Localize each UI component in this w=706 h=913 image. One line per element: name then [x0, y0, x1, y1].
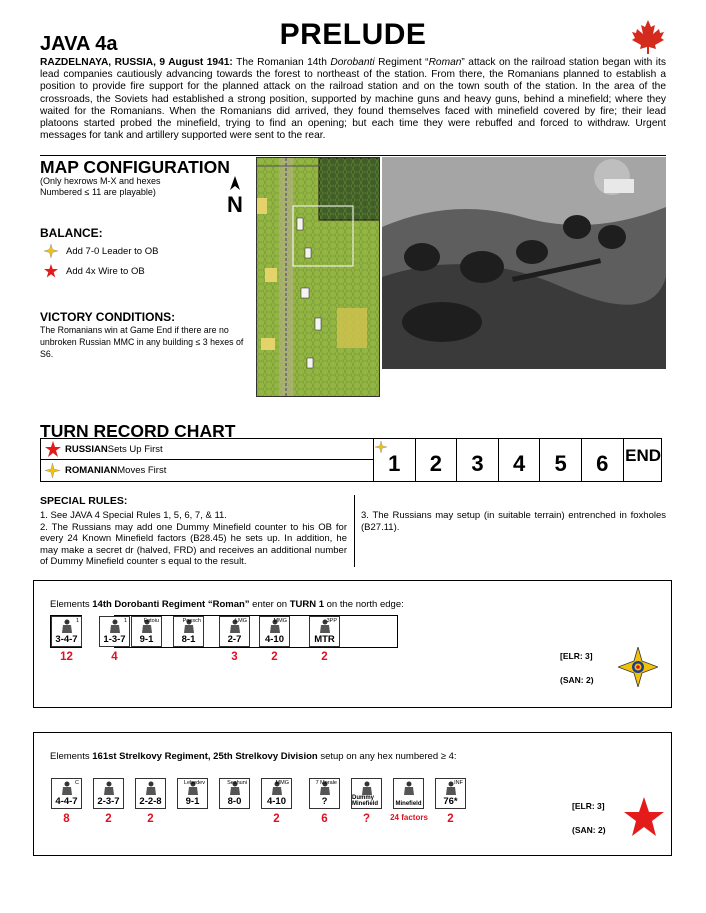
- scenario-title: PRELUDE: [279, 18, 427, 51]
- victory-text: The Romanians win at Game End if there are no unbroken Russian MMC in any building ≤ 3 hexes of S6.: [40, 325, 244, 359]
- counter-label: 2-3-7: [97, 796, 120, 807]
- balance-heading: BALANCE:: [40, 226, 103, 240]
- romanian-oob-box: [33, 580, 672, 708]
- counter-top-label: Fotoiu: [143, 618, 159, 624]
- north-arrow-icon: [230, 176, 240, 190]
- special-rule-3: 3. The Russians may setup (in suitable terrain) entrenched in foxholes (B27.11).: [361, 510, 666, 533]
- romanian-counter: [259, 616, 290, 647]
- romanian-cross-icon: [618, 647, 658, 687]
- romanian-elr: [ELR: 3]: [560, 651, 593, 661]
- balance-item-russian: Add 4x Wire to OB: [44, 264, 145, 278]
- special-rules-left: [40, 510, 347, 568]
- turn-box-end: END: [623, 439, 663, 481]
- russian-counter: [93, 778, 124, 809]
- romanian-oob-title: Elements 14th Dorobanti Regiment “Roman” enter on TURN 1 on the north edge:: [50, 599, 404, 610]
- russian-counter-quantity: 8: [63, 813, 70, 825]
- balance-item-romanian: Add 7-0 Leader to OB: [44, 244, 158, 258]
- romanian-counter: [51, 616, 82, 647]
- russian-counter: [135, 778, 166, 809]
- soldier-icon: [360, 781, 374, 797]
- counter-top-label: MMG: [275, 780, 289, 786]
- romanian-counter-quantity: 2: [271, 651, 278, 663]
- counter-label: 2-7: [227, 634, 242, 645]
- romanian-counter: [309, 616, 340, 647]
- red-star-icon: [624, 797, 664, 837]
- turn-box-4: 4: [498, 439, 540, 481]
- counter-top-label: 1: [123, 618, 127, 624]
- turn-box-1: 1: [373, 439, 415, 481]
- counter-top-label: Seshuni: [227, 780, 247, 786]
- russian-counter: [435, 778, 466, 809]
- counter-top-label: Lebedev: [183, 780, 205, 786]
- column-divider: [354, 495, 355, 567]
- russian-counter-quantity: ?: [362, 813, 371, 825]
- russian-counter: [393, 778, 424, 809]
- north-label: N: [227, 192, 243, 217]
- romanian-counter: [173, 616, 204, 647]
- counter-top-label: C: [75, 780, 79, 786]
- map-configuration-image: [256, 157, 380, 397]
- russian-counter: [219, 778, 250, 809]
- counter-top-label: MMG: [273, 618, 287, 624]
- trc-russian-row: RUSSIAN Sets Up First: [41, 439, 373, 460]
- counter-label: MTR: [314, 634, 335, 645]
- special-rule-2: 2. The Russians may add one Dummy Minefield counter to his OB for every 24 Known Minefield factors (B28.45) he sets up. In addition, he may make a secret dr (halved, FRD) and receives an additional number of Dummy Minefield counter s equal to the result.: [40, 521, 347, 567]
- russian-counter: [351, 778, 382, 809]
- russian-counter: [177, 778, 208, 809]
- counter-top-label: 1: [75, 618, 79, 624]
- turn-record-chart: [40, 438, 662, 482]
- turn-box-6: 6: [581, 439, 623, 481]
- russian-counter: [309, 778, 340, 809]
- russian-counter-quantity: 2: [147, 813, 154, 825]
- soldier-icon: [60, 781, 74, 797]
- counter-label: 9-1: [139, 634, 154, 645]
- trc-romanian-row: ROMANIAN Moves First: [41, 460, 373, 481]
- romanian-counter-quantity: 12: [60, 651, 73, 663]
- counter-label: 8-0: [227, 796, 242, 807]
- counter-label: 76*: [443, 796, 458, 807]
- romanian-cross-icon: [375, 441, 387, 453]
- soldier-icon: [402, 781, 416, 797]
- counter-label: 4-4-7: [55, 796, 78, 807]
- counter-label: ?: [321, 796, 328, 807]
- map-config-heading: MAP CONFIGURATION: [40, 157, 230, 177]
- turn-box-5: 5: [539, 439, 581, 481]
- counter-label: 8-1: [181, 634, 196, 645]
- trc-heading: TURN RECORD CHART: [40, 421, 236, 441]
- red-star-icon: [44, 264, 58, 278]
- counter-top-label: 7 Morale: [315, 780, 337, 786]
- romanian-counter-quantity: 3: [231, 651, 238, 663]
- russian-oob-title: Elements 161st Strelkovy Regiment, 25th Strelkovy Division setup on any hex numbered ≥ 4:: [50, 751, 457, 762]
- soldier-icon: [144, 781, 158, 797]
- counter-label: Minefield: [395, 801, 422, 807]
- soldiers-photo: [382, 157, 666, 369]
- counter-top-label: 3PP: [326, 618, 337, 624]
- counter-label: 2-2-8: [139, 796, 162, 807]
- counter-label: 3-4-7: [55, 634, 78, 645]
- counter-label: 4-10: [264, 634, 284, 645]
- special-rule-1: 1. See JAVA 4 Special Rules 1, 5, 6, 7, & 11.: [40, 510, 227, 521]
- russian-elr: [ELR: 3]: [572, 801, 605, 811]
- soldier-icon: [108, 619, 122, 635]
- counter-label: 9-1: [185, 796, 200, 807]
- counter-top-label: LMG: [235, 618, 247, 624]
- russian-counter-quantity: 24 factors: [390, 813, 428, 822]
- russian-counter-quantity: 2: [105, 813, 112, 825]
- russian-counter: [261, 778, 292, 809]
- divider: [40, 155, 666, 156]
- russian-counter-quantity: 2: [273, 813, 280, 825]
- special-rules-heading: SPECIAL RULES:: [40, 495, 128, 507]
- soldier-icon: [102, 781, 116, 797]
- turn-box-2: 2: [415, 439, 457, 481]
- romanian-cross-icon: [44, 244, 58, 258]
- scenario-intro: RAZDELNAYA, RUSSIA, 9 August 1941: The Romanian 14th Dorobanti Regiment “Roman” attack on the railroad station began with its lead companies cautiously advancing towards the forest to northeast of the station. From there, the Romanians planned to establish a position to provide fire support for the planned attack on the railroad station and on the town south of the station. In the area of the crossroads, the Soviets had established a strong position, supported by machine guns and heavy guns, behind a minefield; where they waited for the Romanians. When the Romanians did arrived, they found themselves faced with minefield covered by fire; their lead platoons started probed the minefield, trying to find an opening; but each time they were rebuffed and forced to withdraw. Urgent messages for tank and artillery supported were sent to the rear.: [40, 57, 666, 142]
- counter-label: Dummy Minefield: [352, 795, 379, 807]
- counter-label: 4-10: [266, 796, 286, 807]
- russian-counter-quantity: 2: [447, 813, 454, 825]
- counter-top-label: Poesch: [182, 618, 201, 624]
- victory-heading: VICTORY CONDITIONS:: [40, 310, 176, 324]
- romanian-counter: [219, 616, 250, 647]
- counter-top-label: INF: [454, 780, 463, 786]
- russian-san: (SAN: 2): [572, 825, 606, 835]
- romanian-counter: [131, 616, 162, 647]
- russian-oob-box: [33, 732, 672, 856]
- romanian-cross-icon: [45, 463, 60, 478]
- turn-box-3: 3: [456, 439, 498, 481]
- soldier-icon: [60, 619, 74, 635]
- romanian-counter: [99, 616, 130, 647]
- romanian-counter-quantity: 2: [321, 651, 328, 663]
- russian-counter: [51, 778, 82, 809]
- romanian-san: (SAN: 2): [560, 675, 594, 685]
- red-star-icon: [45, 441, 61, 457]
- scenario-id: JAVA 4a: [40, 33, 118, 55]
- romanian-counter-quantity: 4: [111, 651, 118, 663]
- map-config-note: (Only hexrows M-X and hexes Numbered ≤ 11 are playable): [40, 176, 161, 197]
- turn-track: [373, 439, 663, 481]
- maple-leaf-icon: [630, 18, 666, 56]
- counter-label: 1-3-7: [103, 634, 126, 645]
- russian-counter-quantity: 6: [321, 813, 328, 825]
